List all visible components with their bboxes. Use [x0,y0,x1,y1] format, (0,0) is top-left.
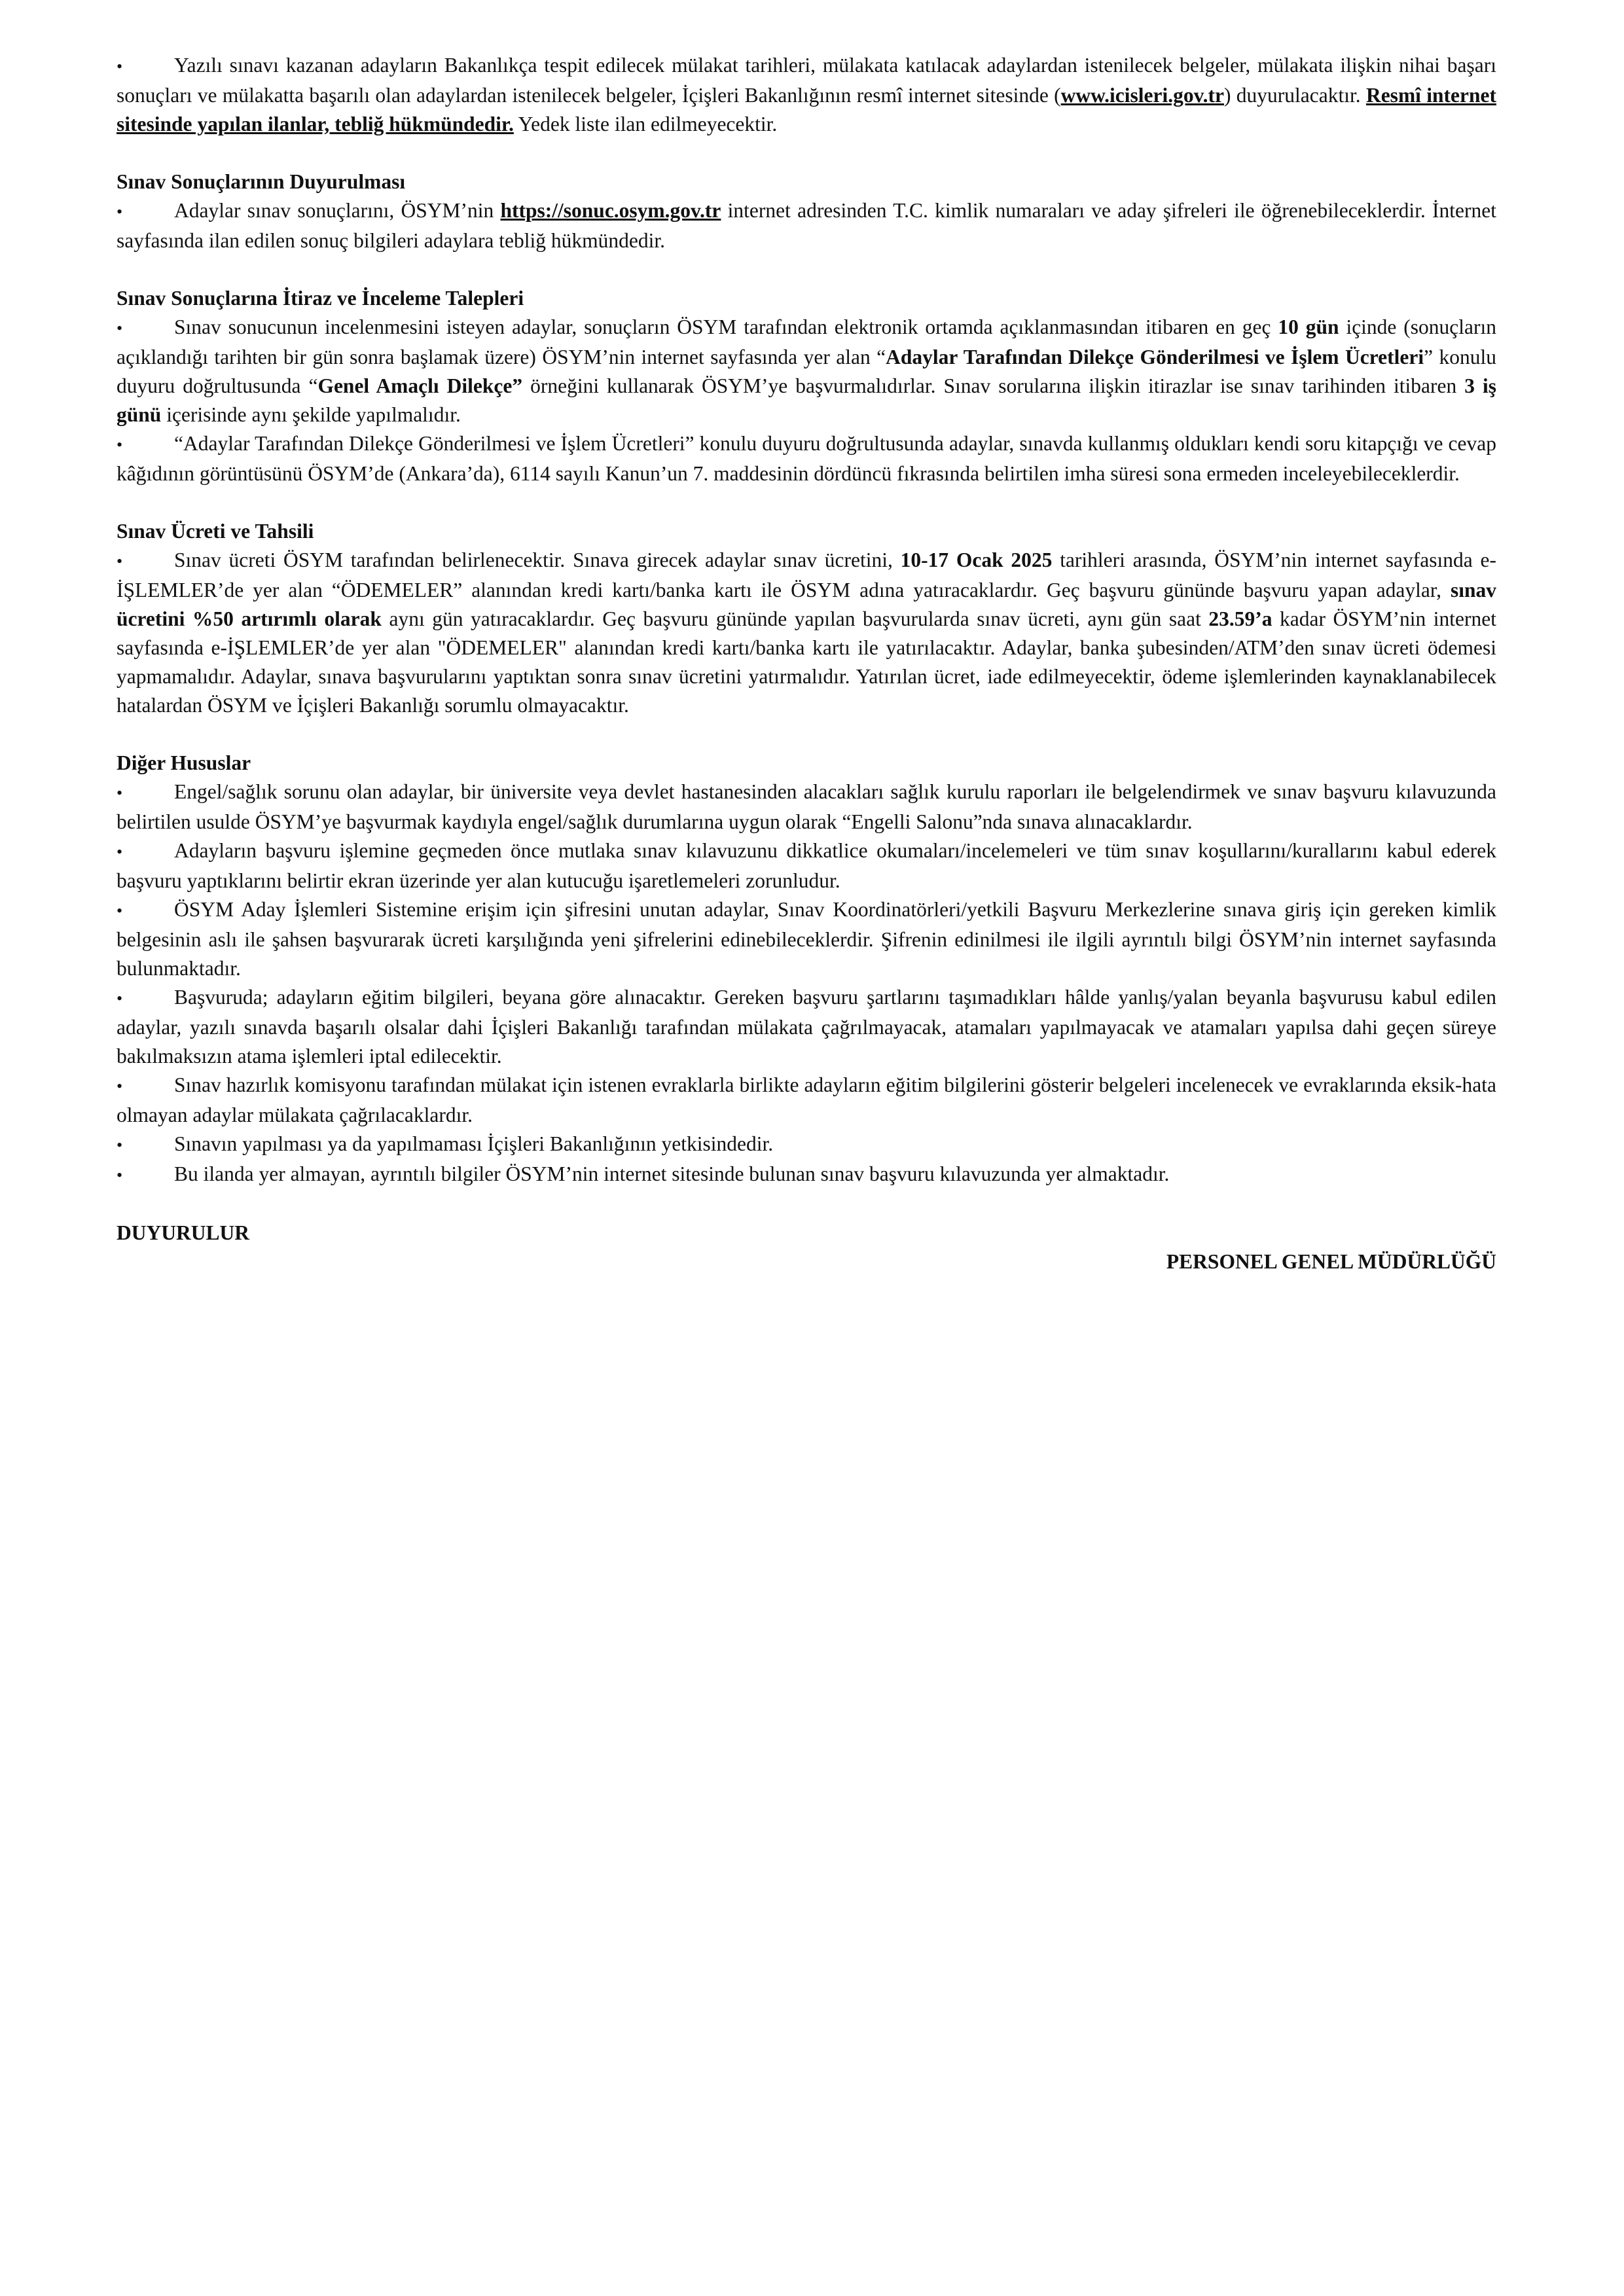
bullet-icon: • [117,435,123,454]
bold-text-run: 23.59’a [1208,607,1272,630]
signature-block: PERSONEL GENEL MÜDÜRLÜĞÜ [1166,1250,1496,1273]
bold-text-run: 3 iş günü [117,374,1496,426]
bullet-icon: • [117,57,123,76]
bold-text-run: 10 gün [1278,315,1339,338]
text-run: Engel/sağlık sorunu olan adaylar, bir üniversite veya devlet hastanesinden alacakları sağlık kurulu raporları ile belgelendirmek ve sınav başvuru kılavuzunda belirtilen usulde ÖSYM’ye başvurmak kaydıyla engel/sağlık durumlarına uygun olarak “Engelli Salonu”nda sınava alınacaklardır. [117,780,1496,833]
text-run: ÖSYM Aday İşlemleri Sistemine erişim için şifresini unutan adaylar, Sınav Koordinatörleri/yetkili Başvuru Merkezlerine sınava giriş için gereken kimlik belgesinin aslı ile şahsen başvurarak ücreti karşılığında yeni şifrelerini edinebileceklerdir. Şifrenin edinilmesi ile ilgili ayrıntılı bilgi ÖSYM’nin internet sayfasında bulunmaktadır. [117,898,1496,980]
bullet-icon: • [117,1077,123,1096]
text-run: Sınav sonucunun incelenmesini isteyen adaylar, sonuçların ÖSYM tarafından elektronik ortamda açıklanmasından itibaren en geç [174,315,1278,338]
text-run: ” konulu duyuru doğrultusunda “ [117,346,1497,397]
paragraph-guide-reference [117,1160,1496,1190]
bold-text-run: Genel Amaçlı Dilekçe” [317,374,523,397]
paragraph-authority [117,1130,1496,1160]
text-run: tarihleri arasında, ÖSYM’nin internet sayfasında e-İŞLEMLER’de yer alan “ÖDEMELER” alanından kredi kartı/banka kartı ile ÖSYM adına yatıracaklardır. Geç başvuru gününde başvuru yapan adaylar, [117,548,1496,601]
heading-objections: Sınav Sonuçlarına İtiraz ve İnceleme Talepleri [117,287,524,310]
paragraph-document-review [117,1071,1496,1130]
paragraph-password-recovery [117,895,1496,983]
bullet-icon: • [117,901,123,920]
bullet-icon: • [117,1166,123,1185]
text-run: Yedek liste ilan edilmeyecektir. [513,113,778,135]
text-run: Sınavın yapılması ya da yapılmaması İçişleri Bakanlığının yetkisindedir. [174,1132,774,1155]
bullet-icon: • [117,1136,123,1155]
bullet-icon: • [117,842,123,861]
bold-text-run: Adaylar Tarafından Dilekçe Gönderilmesi ve İşlem Ücretleri [886,346,1424,368]
announcement-label: DUYURULUR [117,1221,249,1244]
bullet-icon: • [117,319,123,338]
text-run: “Adaylar Tarafından Dilekçe Gönderilmesi ve İşlem Ücretleri” konulu duyuru doğrultusunda adaylar, sınavda kullanmış oldukları kendi soru kitapçığı ve cevap kâğıdının görüntüsünü ÖSYM’de (Ankara’da), 6114 sayılı Kanun’un 7. maddesinin dördüncü fıkrasında belirtilen imha süresi sona ermeden inceleyebileceklerdir. [117,432,1496,485]
paragraph-objection-review [117,429,1496,488]
document-page [117,51,1496,1276]
paragraph-interview-info [117,51,1496,139]
text-run: Başvuruda; adayların eğitim bilgileri, beyana göre alınacaktır. Gereken başvuru şartlarını taşımadıkları hâlde yanlış/yalan beyanla başvurusu kabul edilen adaylar, yazılı sınavda başarılı olsalar dahi İçişleri Bakanlığı tarafından mülakata çağrılmayacak, atamaları yapılmayacak ve atamaları yapılsa dahi geçen süreye bakılmaksızın atama işlemleri iptal edilecektir. [117,986,1496,1067]
paragraph-guide-reading [117,836,1496,895]
bullet-icon: • [117,989,123,1008]
text-run: Adaylar sınav sonuçlarını, ÖSYM’nin [174,199,501,222]
heading-other-matters: Diğer Hususlar [117,751,251,774]
heading-exam-fee: Sınav Ücreti ve Tahsili [117,520,314,543]
text-run: Bu ilanda yer almayan, ayrıntılı bilgiler ÖSYM’nin internet sitesinde bulunan sınav başvuru kılavuzunda yer almaktadır. [174,1162,1170,1185]
bullet-icon: • [117,552,123,571]
text-run: Sınav hazırlık komisyonu tarafından mülakat için istenen evraklarla birlikte adayların eğitim bilgilerini gösterir belgeleri incelenecek ve evraklarında eksik-hata olmayan adaylar mülakata çağrılacaklardır. [117,1073,1496,1126]
text-run: Adayların başvuru işlemine geçmeden önce mutlaka sınav kılavuzunu dikkatlice okumaları/incelemeleri ve tüm sınav koşullarını/kurallarını kabul ederek başvuru yaptıklarını belirtir ekran üzerinde yer alan kutucuğu işaretlemeleri zorunludur. [117,839,1496,892]
paragraph-objection-request [117,313,1496,429]
bullet-icon: • [117,202,123,221]
emphasized-text-run: https://sonuc.osym.gov.tr [500,199,721,222]
text-run: Sınav ücreti ÖSYM tarafından belirlenecektir. Sınava girecek adaylar sınav ücretini, [174,548,901,571]
text-run: içinde (sonuçların açıklandığı tarihten bir gün sonra başlamak üzere) ÖSYM’nin internet sayfasında yer alan “ [117,315,1497,368]
text-run: örneğini kullanarak ÖSYM’ye başvurmalıdırlar. Sınav sorularına ilişkin itirazlar ise sınav tarihinden itibaren [522,374,1465,397]
paragraph-education-declaration [117,983,1496,1071]
text-run: ) duyurulacaktır. [1223,84,1366,107]
bold-text-run: sınav ücretini %50 artırımlı olarak [117,579,1496,630]
bullet-icon: • [117,783,123,802]
text-run: içerisinde aynı şekilde yapılmalıdır. [161,403,461,426]
paragraph-disability [117,778,1496,836]
heading-exam-results: Sınav Sonuçlarının Duyurulması [117,170,406,193]
text-run: aynı gün yatıracaklardır. Geç başvuru gününde yapılan başvurularda sınav ücreti, aynı gün saat [381,607,1209,630]
paragraph-results-announcement [117,196,1496,255]
bold-text-run: 10-17 Ocak 2025 [900,548,1053,571]
text-run: kadar ÖSYM’nin internet sayfasında e-İŞLEMLER’de yer alan "ÖDEMELER" alanından kredi kartı/banka kartı ile yatırılacaktır. Adaylar, banka şubesinden/ATM’den sınav ücreti ödemesi yapmamalıdır. Adaylar, sınava başvurularını yaptıktan sonra sınav ücretini yatırmalıdır. Yatırılan ücret, iade edilmeyecektir, ödeme işlemlerinden kaynaklanabilecek hatalardan ÖSYM ve İçişleri Bakanlığı sorumlu olmayacaktır. [117,607,1496,717]
paragraph-exam-fee [117,546,1496,720]
text-run: Yazılı sınavı kazanan adayların Bakanlıkça tespit edilecek mülakat tarihleri, mülakata katılacak adaylardan istenilecek belgeler, mülakata ilişkin nihai başarı sonuçları ve mülakatta başarılı olan adaylardan istenilecek belgeler, İçişleri Bakanlığının resmî internet sitesinde ( [117,54,1496,107]
emphasized-text-run: www.icisleri.gov.tr [1060,84,1224,107]
text-run: internet adresinden T.C. kimlik numaraları ve aday şifreleri ile öğrenebileceklerdir. İnternet sayfasında ilan edilen sonuç bilgileri adaylara tebliğ hükmündedir. [117,199,1496,252]
emphasized-text-run: Resmî internet sitesinde yapılan ilanlar, tebliğ hükmündedir. [117,84,1496,135]
